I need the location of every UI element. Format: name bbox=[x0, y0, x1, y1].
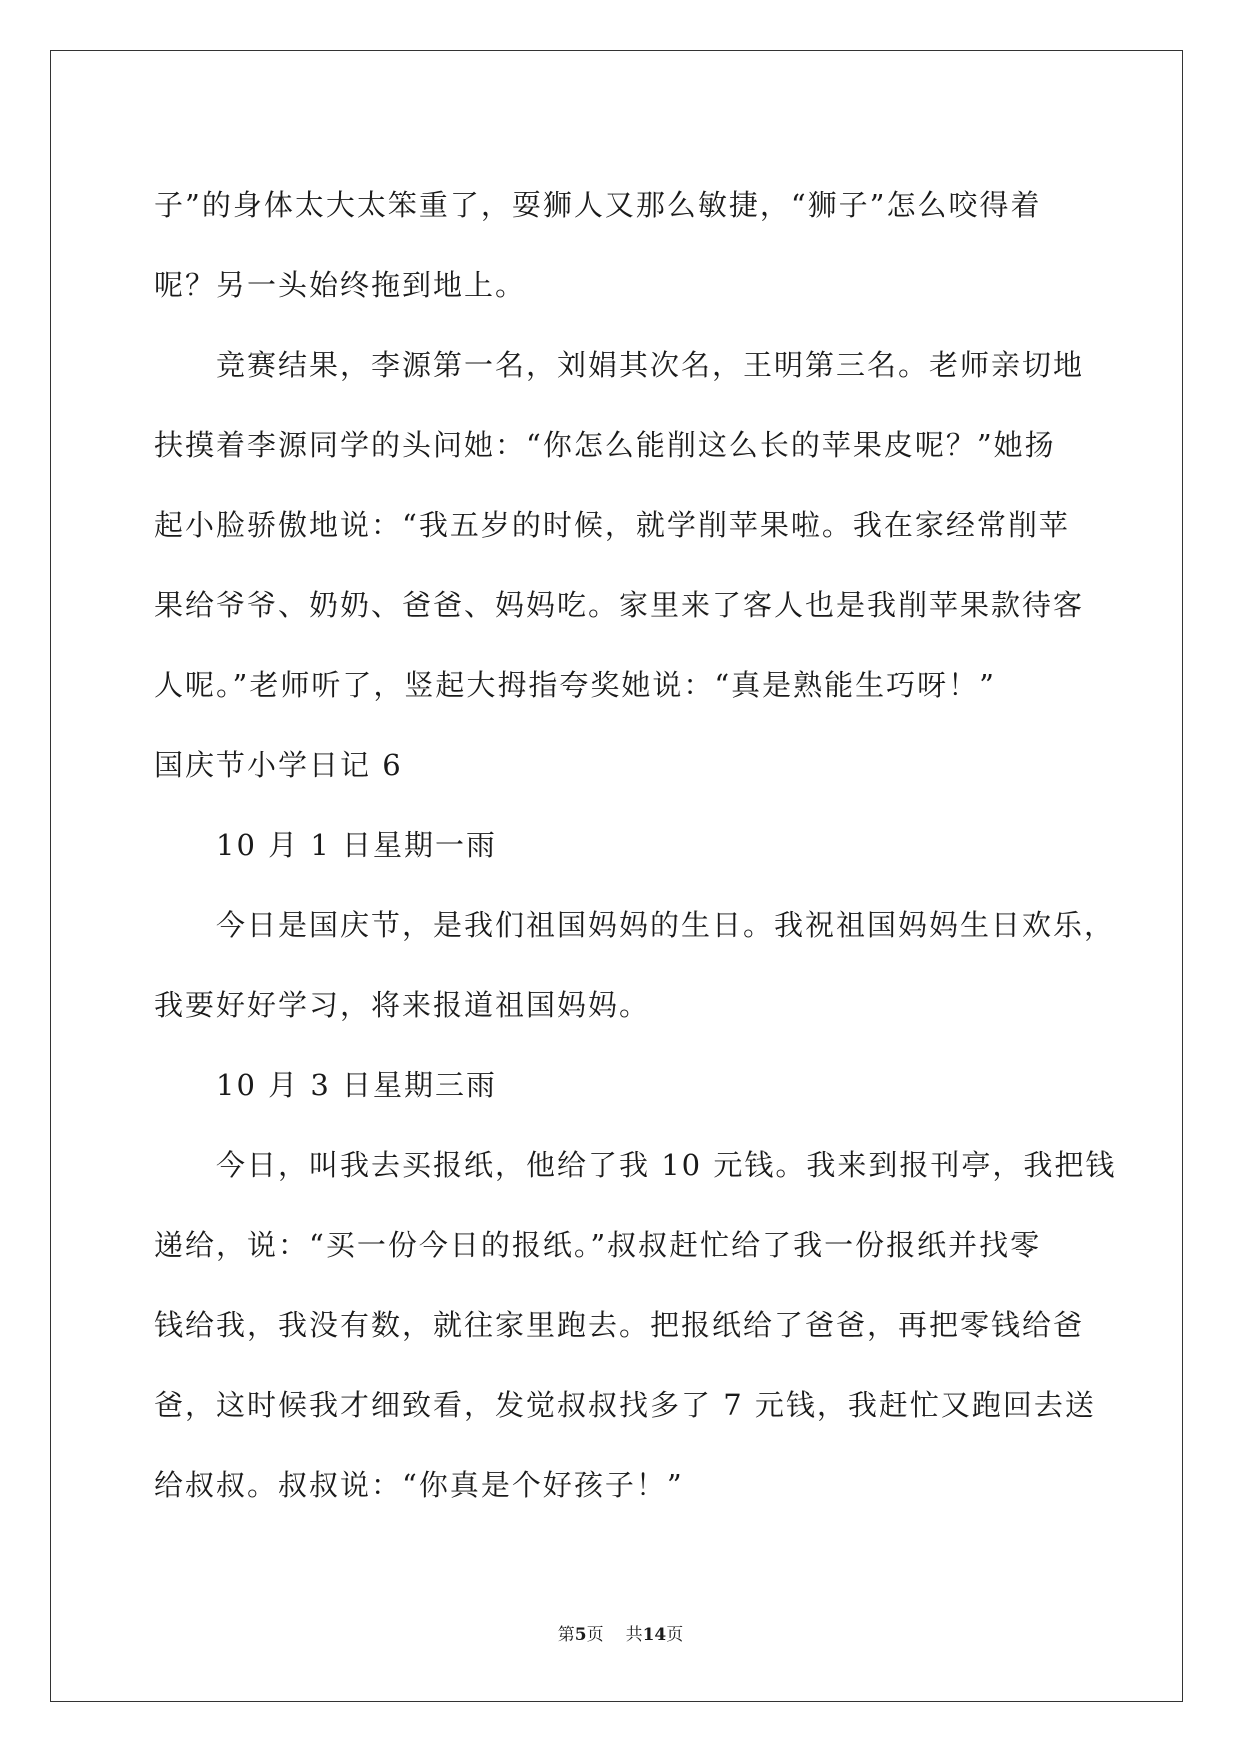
document-body bbox=[154, 165, 1117, 1525]
page-number: 5 bbox=[574, 1625, 587, 1645]
page-suffix: 页 bbox=[586, 1625, 604, 1645]
page-footer bbox=[0, 1620, 1241, 1645]
paragraph-start-line: 竞赛结果，李源第一名，刘娟其次名，王明第三名。老师亲切地 bbox=[216, 348, 1085, 382]
text-line: 递给，说：“买一份今日的报纸。”叔叔赶忙给了我一份报纸并找零 bbox=[154, 1228, 1042, 1262]
total-suffix: 页 bbox=[666, 1625, 684, 1645]
diary-date-line: 10 月 3 日星期三雨 bbox=[216, 1068, 498, 1102]
text-line: 我要好好学习，将来报道祖国妈妈。 bbox=[154, 988, 651, 1022]
text-line: 人呢。”老师听了，竖起大拇指夸奖她说：“真是熟能生巧呀！” bbox=[154, 668, 996, 702]
text-line: 起小脸骄傲地说：“我五岁的时候，就学削苹果啦。我在家经常削苹 bbox=[154, 508, 1070, 542]
paragraph-start-line: 今日是国庆节，是我们祖国妈妈的生日。我祝祖国妈妈生日欢乐， bbox=[216, 908, 1116, 942]
section-heading: 国庆节小学日记 6 bbox=[154, 748, 403, 782]
text-line: 呢？另一头始终拖到地上。 bbox=[154, 268, 527, 302]
text-line: 给叔叔。叔叔说：“你真是个好孩子！” bbox=[154, 1468, 684, 1502]
text-line: 果给爷爷、奶奶、爸爸、妈妈吃。家里来了客人也是我削苹果款待客 bbox=[154, 588, 1085, 622]
paragraph-start-line: 今日，叫我去买报纸，他给了我 10 元钱。我来到报刊亭，我把钱 bbox=[216, 1148, 1117, 1182]
text-line: 钱给我，我没有数，就往家里跑去。把报纸给了爸爸，再把零钱给爸 bbox=[154, 1308, 1085, 1342]
diary-date-line: 10 月 1 日星期一雨 bbox=[216, 828, 498, 862]
text-line: 子”的身体太大太笨重了，耍狮人又那么敏捷，“狮子”怎么咬得着 bbox=[154, 188, 1042, 222]
page-prefix: 第 bbox=[557, 1625, 575, 1645]
text-line: 扶摸着李源同学的头问她：“你怎么能削这么长的苹果皮呢？”她扬 bbox=[154, 428, 1056, 462]
total-prefix: 共 bbox=[625, 1625, 643, 1645]
total-pages: 14 bbox=[642, 1625, 667, 1645]
text-line: 爸，这时候我才细致看，发觉叔叔找多了 7 元钱，我赶忙又跑回去送 bbox=[154, 1388, 1096, 1422]
